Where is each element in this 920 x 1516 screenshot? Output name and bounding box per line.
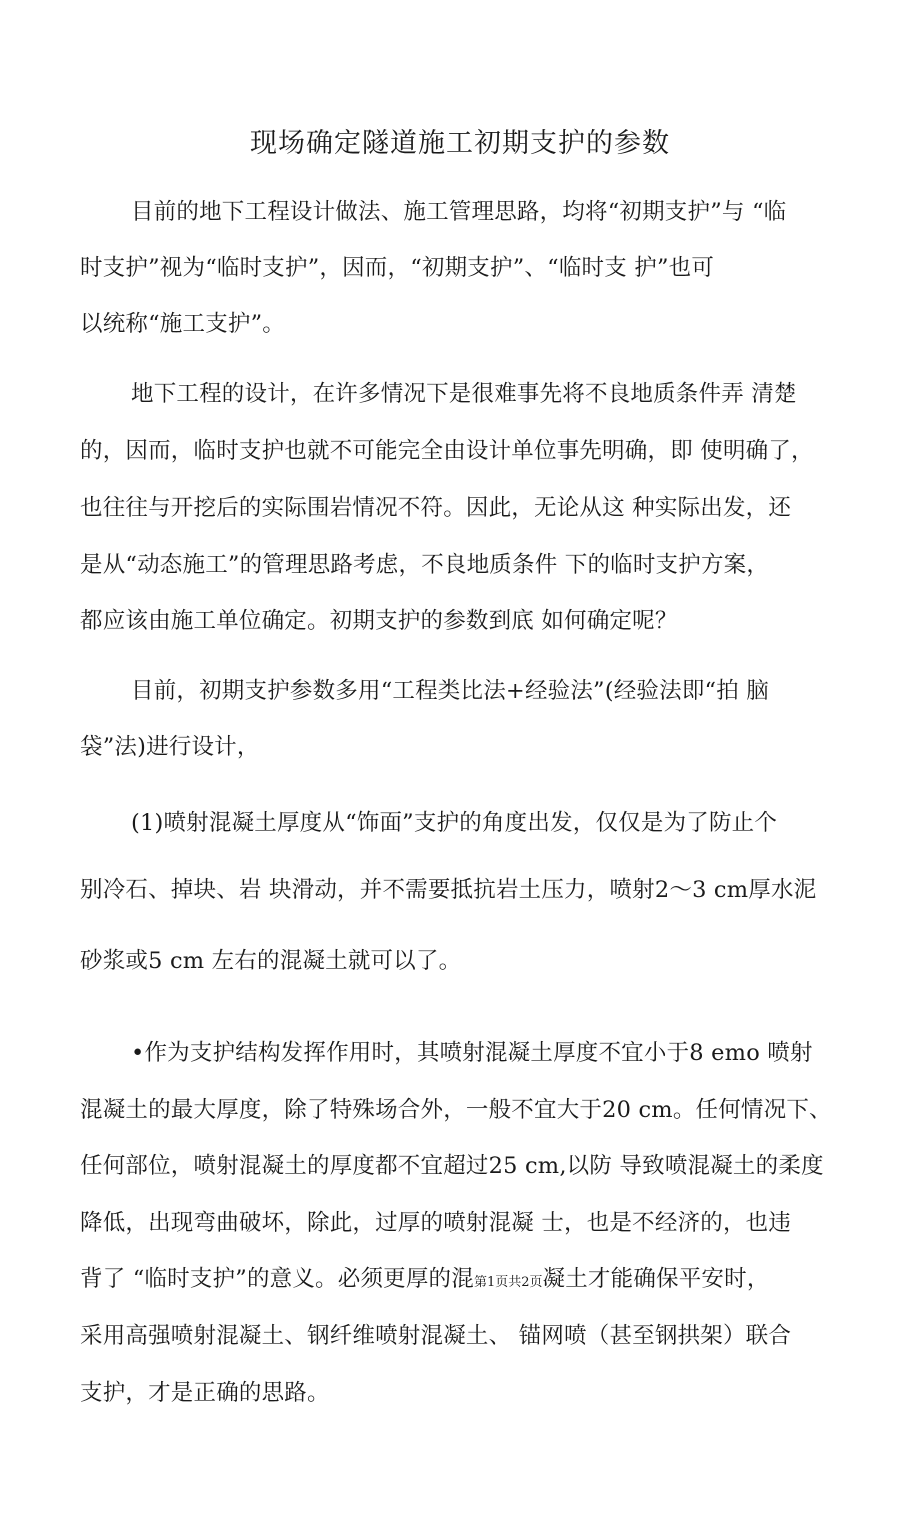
paragraph-1-line-3: 以统称“施工支护”。	[80, 311, 286, 337]
paragraph-5-line-5	[80, 1262, 860, 1300]
paragraph-2-line-3: 也往往与开挖后的实际围岩情况不符。因此，无论从这 种实际出发，还	[80, 495, 792, 521]
paragraph-3-line-2: 袋”法)进行设计，	[80, 734, 260, 760]
paragraph-3-line-1: 目前，初期支护参数多用“工程类比法+经验法”(经验法即“拍 脑	[131, 678, 769, 704]
paragraph-5-line-6: 采用高强喷射混凝土、钢纤维喷射混凝土、 锚网喷（甚至钢拱架）联合	[80, 1323, 792, 1349]
paragraph-5-line-5-text-continued: 凝土才能确保平安时，	[542, 1266, 770, 1292]
document-title: 现场确定隧道施工初期支护的参数	[250, 128, 670, 159]
paragraph-2-line-2: 的，因而，临时支护也就不可能完全由设计单位事先明确，即 使明确了，	[80, 438, 814, 464]
paragraph-5-line-5-text: 背了 “临时支护”的意义。必须更厚的混	[80, 1266, 474, 1292]
paragraph-5-line-7: 支护，才是正确的思路。	[80, 1380, 330, 1406]
paragraph-2-line-4: 是从“动态施工”的管理思路考虑，不良地质条件 下的临时支护方案，	[80, 552, 770, 578]
paragraph-5-line-2: 混凝土的最大厚度，除了特殊场合外，一般不宜大于20 cm。任何情况下、	[80, 1097, 832, 1123]
paragraph-2-line-1: 地下工程的设计，在许多情况下是很难事先将不良地质条件弄 清楚	[131, 381, 797, 407]
paragraph-5-line-3: 任何部位，喷射混凝土的厚度都不宜超过25 cm,以防 导致喷混凝土的柔度	[80, 1153, 824, 1179]
paragraph-5-line-4: 降低，出现弯曲破坏，除此，过厚的喷射混凝 士，也是不经济的，也违	[80, 1210, 792, 1236]
paragraph-5-line-1: •作为支护结构发挥作用时，其喷射混凝土厚度不宜小于8 emo 喷射	[131, 1040, 813, 1066]
page-footer: 第1页共2页	[473, 1275, 543, 1290]
paragraph-4-line-2: 别冷石、掉块、岩 块滑动，并不需要抵抗岩土压力，喷射2〜3 cm厚水泥	[80, 877, 817, 903]
paragraph-4-line-1: (1)喷射混凝土厚度从“饰面”支护的角度出发，仅仅是为了防止个	[131, 810, 778, 836]
paragraph-1-line-2: 时支护”视为“临时支护”，因而，“初期支护”、“临时支 护”也可	[80, 255, 715, 281]
paragraph-2-line-5: 都应该由施工单位确定。初期支护的参数到底 如何确定呢？	[80, 608, 678, 634]
paragraph-1-line-1: 目前的地下工程设计做法、施工管理思路，均将“初期支护”与 “临	[131, 199, 787, 225]
paragraph-4-line-3: 砂浆或5 cm 左右的混凝土就可以了。	[80, 948, 462, 974]
